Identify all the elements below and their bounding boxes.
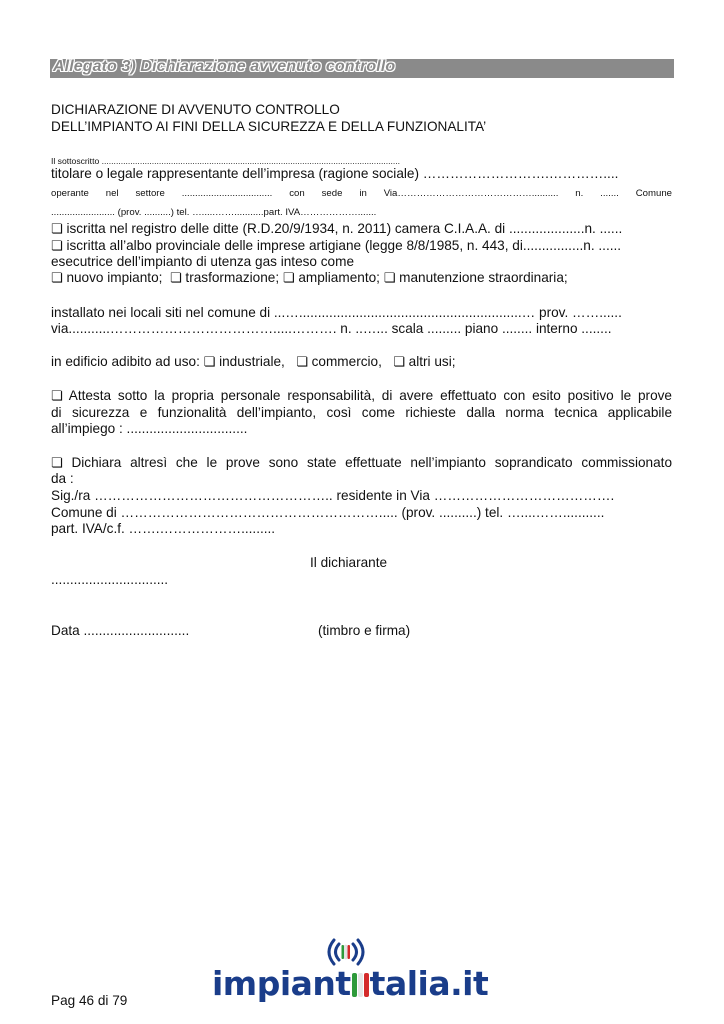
partiva-line: part. IVA/c.f. …….……………….........	[51, 521, 276, 536]
opt-manut-label: manutenzione straordinaria;	[399, 270, 568, 285]
logo-text-left: impiant	[212, 964, 351, 1003]
page-number: Pag 46 di 79	[51, 993, 128, 1008]
attesta-line-3: all’impiego : ................................	[51, 421, 248, 436]
titolare-line: titolare o legale rappresentante dell’impresa (ragione sociale) ……………………….…………....	[51, 166, 619, 181]
uso-industriale-label: industriale,	[219, 354, 285, 369]
logo-text-right: talia.it	[369, 964, 489, 1003]
checkbox-icon[interactable]: ❏	[51, 388, 63, 403]
checkbox-icon[interactable]: ❏	[51, 270, 63, 285]
via-line: via...........……………………………….....………. n. ..…... scala ......... piano ........ interno ........	[51, 321, 612, 336]
attesta-line-2: di sicurezza e funzionalità dell’impianto, così come richieste dalla norma tecnica applicabile	[51, 405, 672, 420]
il-dichiarante-label: Il dichiarante	[310, 555, 388, 570]
impiantitalia-logo	[212, 938, 489, 1008]
opt-nuovo-label: nuovo impianto;	[66, 270, 163, 285]
installato-line: installato nei locali siti nel comune di ...…...........................................................… prov. ……......	[51, 305, 622, 320]
heading-line-1: DICHIARAZIONE DI AVVENUTO CONTROLLO	[51, 102, 340, 117]
tipo-impianto-line	[51, 270, 568, 286]
iscritta-registro-line	[51, 221, 622, 237]
checkbox-icon[interactable]: ❏	[393, 354, 405, 369]
checkbox-icon[interactable]: ❏	[169, 270, 182, 285]
checkbox-icon[interactable]: ❏	[51, 455, 63, 470]
heading-line-2: DELL’IMPIANTO AI FINI DELLA SICUREZZA E DELLA FUNZIONALITA’	[51, 119, 487, 134]
signature-dots: ...............................	[51, 572, 169, 587]
iscritta-albo-text: iscritta all’albo provinciale delle imprese artigiane (legge 8/8/1985, n. 443, di................n. ......	[66, 238, 622, 253]
iscritta-albo-line	[51, 238, 621, 254]
comune-line: Comune di …………………………………………………..... (prov. ..........) tel. …....……...........	[51, 505, 605, 520]
data-line: Data ............................	[51, 623, 190, 638]
section-title: Allegato 3) Dichiarazione avvenuto controllo	[53, 58, 396, 75]
prov-tel-line: ........................ (prov. ..........) tel. ….....……...........part. IVA……………….......	[51, 207, 377, 218]
sig-line: Sig./ra …………………………………………….. residente in Via ………………………………….	[51, 488, 615, 503]
signal-waves-icon	[320, 938, 370, 966]
checkbox-icon[interactable]: ❏	[296, 354, 308, 369]
edificio-line	[51, 354, 456, 370]
checkbox-icon[interactable]: ❏	[383, 270, 396, 285]
operante-line: operante nel settore .................................. con sede in Via…………………………………….......... n. ....... Comune	[51, 188, 672, 199]
iscritta-registro-text: iscritta nel registro delle ditte (R.D.20/9/1934, n. 2011) camera C.I.A.A. di ....................n. ......	[66, 221, 623, 236]
opt-trasf-label: trasformazione;	[185, 270, 280, 285]
dichiara-line-2: da :	[51, 471, 74, 486]
dichiara-line-1: ❏ Dichiara altresì che le prove sono state effettuate nell’impianto soprandicato commissionato	[51, 455, 673, 470]
edificio-label: in edificio adibito ad uso:	[51, 354, 200, 369]
checkbox-icon[interactable]: ❏	[51, 238, 63, 253]
uso-altri-label: altri usi;	[408, 354, 456, 369]
sottoscritto-line: Il sottoscritto .............................................................................................................................	[51, 156, 401, 166]
checkbox-icon[interactable]: ❏	[51, 221, 63, 236]
italian-flag-icon	[352, 966, 369, 990]
section-header	[50, 59, 674, 78]
logo-wordmark	[212, 964, 488, 1003]
esecutrice-line: esecutrice dell’impianto di utenza gas inteso come	[51, 254, 355, 269]
timbro-label: (timbro e firma)	[318, 623, 411, 638]
opt-ampl-label: ampliamento;	[298, 270, 380, 285]
checkbox-icon[interactable]: ❏	[282, 270, 295, 285]
uso-commercio-label: commercio,	[311, 354, 382, 369]
checkbox-icon[interactable]: ❏	[203, 354, 216, 369]
attesta-line-1: ❏ Attesta sotto la propria personale responsabilità, di avere effettuato con esito positivo le prove	[51, 388, 672, 403]
